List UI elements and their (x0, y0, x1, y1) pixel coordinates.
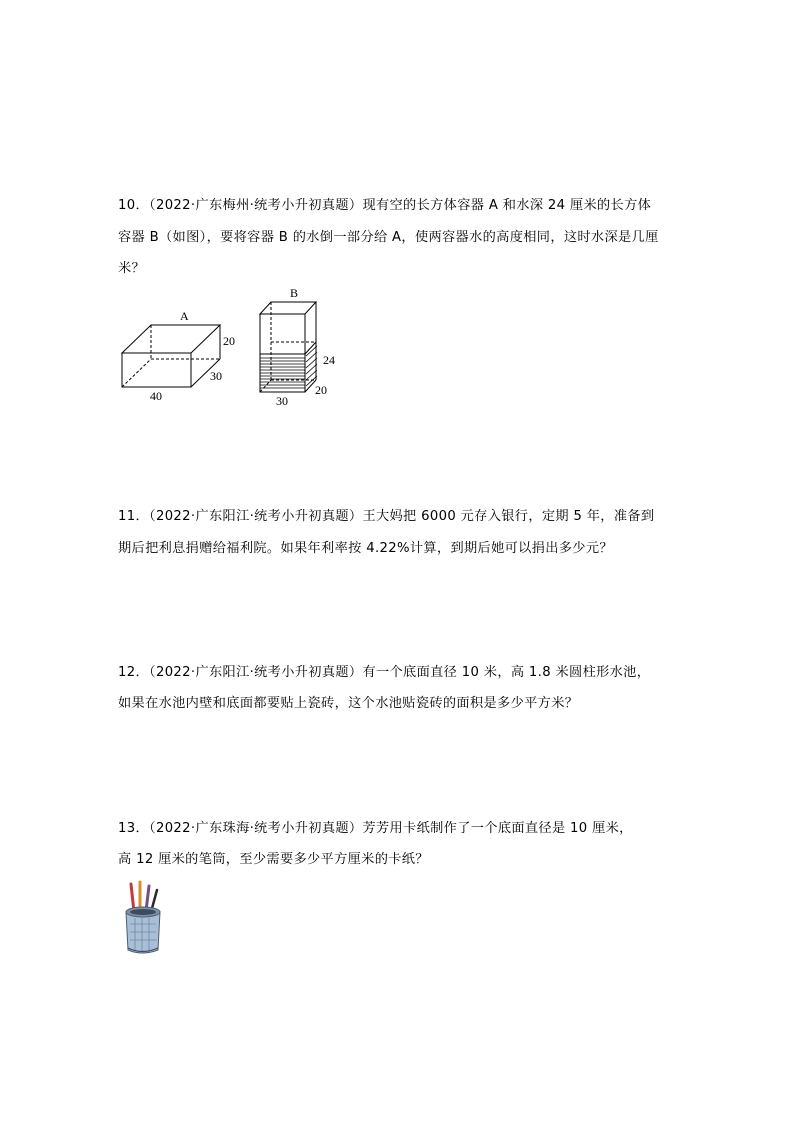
container-a-diagram (122, 325, 220, 387)
container-a-width: 30 (210, 369, 222, 383)
container-a-length: 40 (150, 389, 162, 403)
container-a-height: 20 (223, 334, 235, 348)
question-10-line-3: 米？ (118, 261, 146, 276)
question-13-line-1: 13．（2022·广东珠海·统考小升初真题）芳芳用卡纸制作了一个底面直径是 10 厘米， (118, 821, 633, 836)
container-b-diagram (260, 302, 317, 392)
pen-holder-icon (120, 878, 166, 956)
container-b-label: B (290, 286, 299, 300)
question-10-line-1: 10．（2022·广东梅州·统考小升初真题）现有空的长方体容器 A 和水深 24 厘米的长方体 (118, 198, 652, 213)
cuboid-containers-figure (110, 282, 350, 407)
container-a-label: A (180, 309, 189, 323)
container-b-water-depth: 24 (323, 353, 335, 367)
question-11-line-2: 期后把利息捐赠给福利院。如果年利率按 4.22%计算，到期后她可以捐出多少元？ (118, 541, 613, 556)
question-10-line-2: 容器 B（如图），要将容器 B 的水倒一部分给 A，使两容器水的高度相同，这时水深是几厘 (118, 230, 659, 245)
container-b-length: 30 (276, 394, 288, 407)
question-13-line-2: 高 12 厘米的笔筒，至少需要多少平方厘米的卡纸？ (118, 852, 429, 867)
container-b-width: 20 (315, 383, 327, 397)
question-11-line-1: 11．（2022·广东阳江·统考小升初真题）王大妈把 6000 元存入银行，定期 5 年，准备到 (118, 509, 655, 524)
question-12-line-1: 12．（2022·广东阳江·统考小升初真题）有一个底面直径 10 米，高 1.8 米圆柱形水池， (118, 665, 651, 680)
question-12-line-2: 如果在水池内壁和底面都要贴上瓷砖，这个水池贴瓷砖的面积是多少平方米？ (118, 696, 579, 711)
